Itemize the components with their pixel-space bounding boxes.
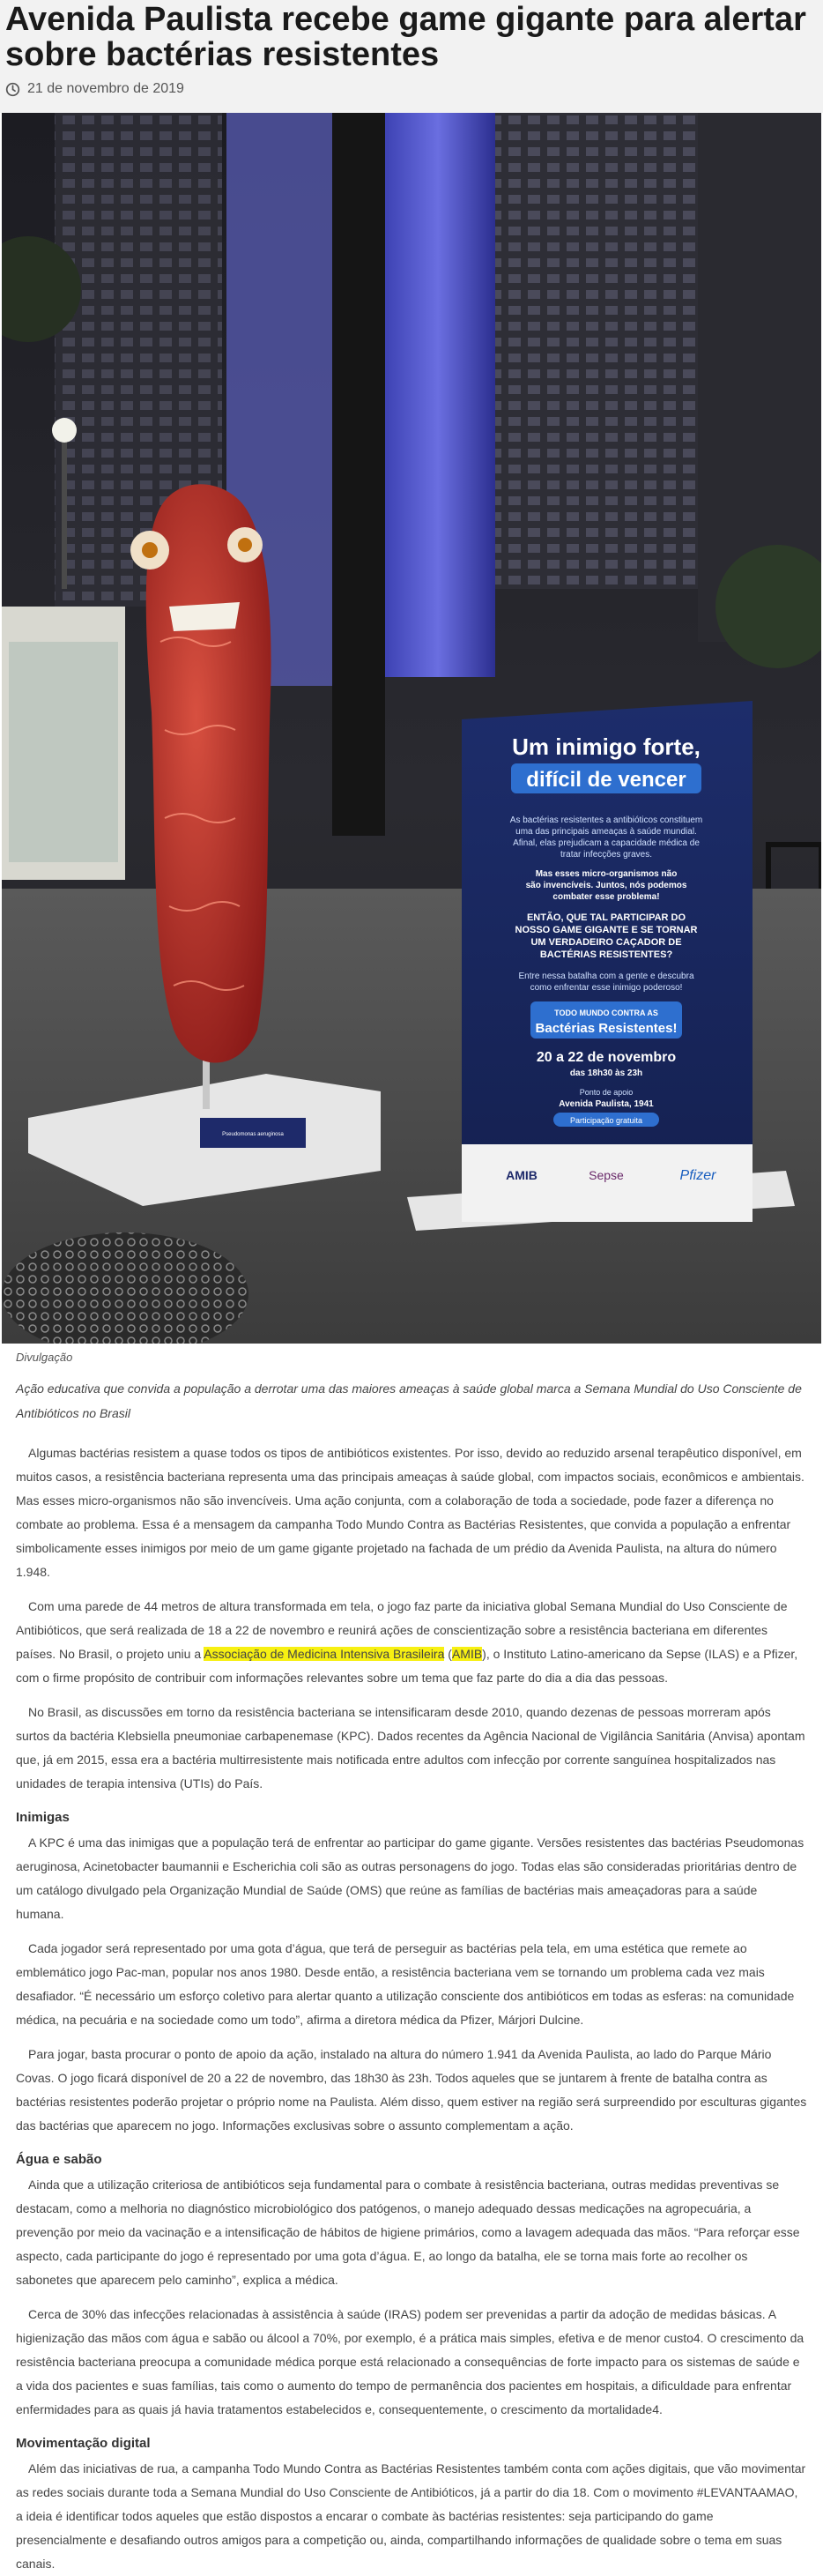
paragraph-8: Cerca de 30% das infecções relacionadas à assistência à saúde (IRAS) podem ser prevenidas a partir da adoção de medidas básicas. A higienização das mãos com água e sabão ou álcool a 70%, por exemplo, é a prática mais simples, efetiva e de menor custo4. O crescimento da resistência bacteriana preocupa a comunidade médica porque está relacionado a consequências de forte impacto para os sistemas de saúde e a vida dos pacientes e suas famílias, tais como o aumento do tempo de permanência dos pacientes em hospitais, a dificuldade para enfrentar enfermidades para as quais já havia tratamentos estabelecidos e, consequentemente, o crescimento da mortalidade4.	[16, 2307, 804, 2416]
article-header	[0, 0, 823, 113]
paragraph-4: A KPC é uma das inimigas que a população terá de enfrentar ao participar do game gigante. Versões resistentes das bactérias Pseudomonas aeruginosa, Acinetobacter baumannii e Escherichia coli são as outras personagens do jogo. Todas elas são consideradas prioritárias dentro de um catálogo divulgado pela Organização Mundial de Saúde (OMS) que reúne as famílias de bactérias mais ameaçadoras para a saúde humana.	[16, 1835, 804, 1921]
sign-campaign-1: TODO MUNDO CONTRA AS	[554, 1009, 658, 1017]
sign-cta-2: NOSSO GAME GIGANTE E SE TORNAR	[515, 925, 698, 935]
sign-bold-3: combater esse problema!	[552, 892, 660, 902]
base-plaque: Pseudomonas aeruginosa	[222, 1132, 284, 1137]
logo-sepse: Sepse	[589, 1168, 624, 1182]
sign-text-1: As bactérias resistentes a antibióticos constituem	[509, 815, 703, 825]
sign-join-1: Entre nessa batalha com a gente e descubra	[518, 972, 694, 981]
sign-text-3: Afinal, elas prejudicam a capacidade médica de	[513, 838, 700, 848]
publish-date: 21 de novembro de 2019	[27, 81, 184, 96]
sign-cta-4: BACTÉRIAS RESISTENTES?	[539, 949, 673, 960]
sign-cta-3: UM VERDADEIRO CAÇADOR DE	[530, 937, 682, 948]
paragraph-5: Cada jogador será representado por uma gota d’água, que terá de perseguir as bactérias pela tela, em uma estética que remete ao emblemático jogo Pac-man, popular nos anos 1980. Desde então, a resistência bacteriana vem se tornando um problema cada vez mais desafiador. “É necessário um esforço coletivo para alertar quanto a utilização consciente dos antibióticos em todas as esferas: na comunidade médica, na pecuária e na sociedade como um todo”, afirma a diretora médica da Pfizer, Márjori Dulcine.	[16, 1941, 795, 2027]
sign-hours: das 18h30 às 23h	[569, 1068, 643, 1078]
logo-amib: AMIB	[506, 1168, 538, 1182]
logo-pfizer: Pfizer	[679, 1168, 716, 1183]
paragraph-2-text-c: ), o Instituto Latino-americano da Sepse (ILAS) e a Pfizer, com o firme propósito de contribuir com informações relevantes sobre um tema que faz parte do dia a dia das pessoas.	[16, 1647, 798, 1685]
section-heading-movimentacao: Movimentação digital	[16, 2436, 151, 2451]
highlight-amib-full: Associação de Medicina Intensiva Brasileira	[204, 1647, 445, 1661]
paragraph-9: Além das iniciativas de rua, a campanha Todo Mundo Contra as Bactérias Resistentes também conta com ações digitais, que vão movimentar as redes sociais durante toda a Semana Mundial do Uso Consciente de Antibióticos, já a partir do dia 18. Com o movimento #LEVANTAAMAO, a ideia é identificar todos aqueles que estão dispostos a encarar o combate às bactérias resistentes: seja participando do game presencialmente e desafiando outros amigos para a competição ou, ainda, compartilhando informações de qualidade sobre o tema em suas canais.	[16, 2461, 806, 2571]
paragraph-2-text-b: (	[444, 1647, 452, 1661]
sign-title-line1: Um inimigo forte,	[512, 733, 701, 760]
section-heading-agua-sabao: Água e sabão	[16, 2152, 102, 2167]
article-lead: Ação educativa que convida a população a derrotar uma das maiores ameaças à saúde global marca a Semana Mundial do Uso Consciente de Antibióticos no Brasil	[16, 1381, 802, 1420]
paragraph-2-text-a: Com uma parede de 44 metros de altura transformada em tela, o jogo faz parte da iniciativa global Semana Mundial do Uso Consciente de Antibióticos, que será realizada de 18 a 22 de novembro e reunirá ações de conscientização sobre a resistência bacteriana em diferentes países. No Brasil, o projeto uniu a	[16, 1599, 788, 1661]
sign-campaign-2: Bactérias Resistentes!	[535, 1021, 678, 1036]
sign-text-2: uma das principais ameaças à saúde mundial.	[515, 827, 697, 837]
sign-bold-2: são invencíveis. Juntos, nós podemos	[525, 881, 687, 890]
article-title: Avenida Paulista recebe game gigante para alertar sobre bactérias resistentes	[5, 1, 806, 73]
highlight-amib: AMIB	[451, 1647, 483, 1661]
paragraph-6: Para jogar, basta procurar o ponto de apoio da ação, instalado na altura do número 1.941 da Avenida Paulista, ao lado do Parque Mário Covas. O jogo ficará disponível de 20 a 22 de novembro, das 18h30 às 23h. Todos aqueles que se juntarem à frente de batalha contra as bactérias resistentes poderão projetar o próprio nome na Paulista. Além disso, quem estiver na região será surpreendido por esculturas gigantes das bactérias que aparecem no jogo. Informações exclusivas sobre o assunto complementam a ação.	[16, 2047, 807, 2133]
hero-photo	[2, 113, 821, 1344]
image-credit: Divulgação	[16, 1351, 73, 1364]
sign-cta-1: ENTÃO, QUE TAL PARTICIPAR DO	[526, 912, 686, 923]
clock-icon	[5, 82, 20, 97]
paragraph-3: No Brasil, as discussões em torno da resistência bacteriana se intensificaram desde 2010, quando dezenas de pessoas morreram após surtos da bactéria Klebsiella pneumoniae carbapenemase (KPC). Dados recentes da Agência Nacional de Vigilância Sanitária (Anvisa) apontam que, já em 2015, essa era a bactéria multirresistente mais notificada entre adultos com infecção por corrente sanguínea hospitalizados nas unidades de terapia intensiva (UTIs) do País.	[16, 1705, 805, 1791]
paragraph-2	[16, 1595, 807, 1690]
sign-support-2: Avenida Paulista, 1941	[559, 1099, 654, 1109]
paragraph-7: Ainda que a utilização criteriosa de antibióticos seja fundamental para o combate à resistência bacteriana, outras medidas preventivas se destacam, como a melhoria no diagnóstico microbiológico dos patógenos, o manejo adequado dessas medicações na agropecuária, a prevenção por meio da vacinação e a intensificação de hábitos de higiene primários, como a lavagem adequada das mãos. “Para reforçar esse aspecto, cada participante do jogo é representado por uma gota d’água. E, ao longo da batalha, ele se torna mais forte ao recolher os sabonetes que aparecem pelo caminho”, explica a médica.	[16, 2178, 800, 2287]
sign-bold-1: Mas esses micro-organismos não	[535, 869, 678, 879]
sign-join-2: como enfrentar esse inimigo poderoso!	[530, 983, 683, 993]
sign-title-line2: difícil de vencer	[526, 768, 686, 792]
section-heading-inimigas: Inimigas	[16, 1810, 70, 1825]
sign-text-4: tratar infecções graves.	[560, 850, 652, 860]
sign-support-1: Ponto de apoio	[579, 1088, 634, 1097]
date-row	[5, 81, 818, 97]
paragraph-1: Algumas bactérias resistem a quase todos os tipos de antibióticos existentes. Por isso, devido ao reduzido arsenal terapêutico disponível, em muitos casos, a resistência bacteriana representa uma das principais ameaças à saúde global, com impactos sociais, econômicos e ambientais. Mas esses micro-organismos não são invencíveis. Uma ação conjunta, com a colaboração de toda a sociedade, pode fazer a diferença no combate ao problema. Essa é a mensagem da campanha Todo Mundo Contra as Bactérias Resistentes, que convida a população a enfrentar simbolicamente esses inimigos por meio de um game gigante projetado na fachada de um prédio da Avenida Paulista, na altura do número 1.948.	[16, 1446, 804, 1579]
article-body	[0, 1376, 823, 2576]
sign-dates: 20 a 22 de novembro	[536, 1050, 677, 1065]
sign-support-3: Participação gratuita	[569, 1116, 643, 1125]
